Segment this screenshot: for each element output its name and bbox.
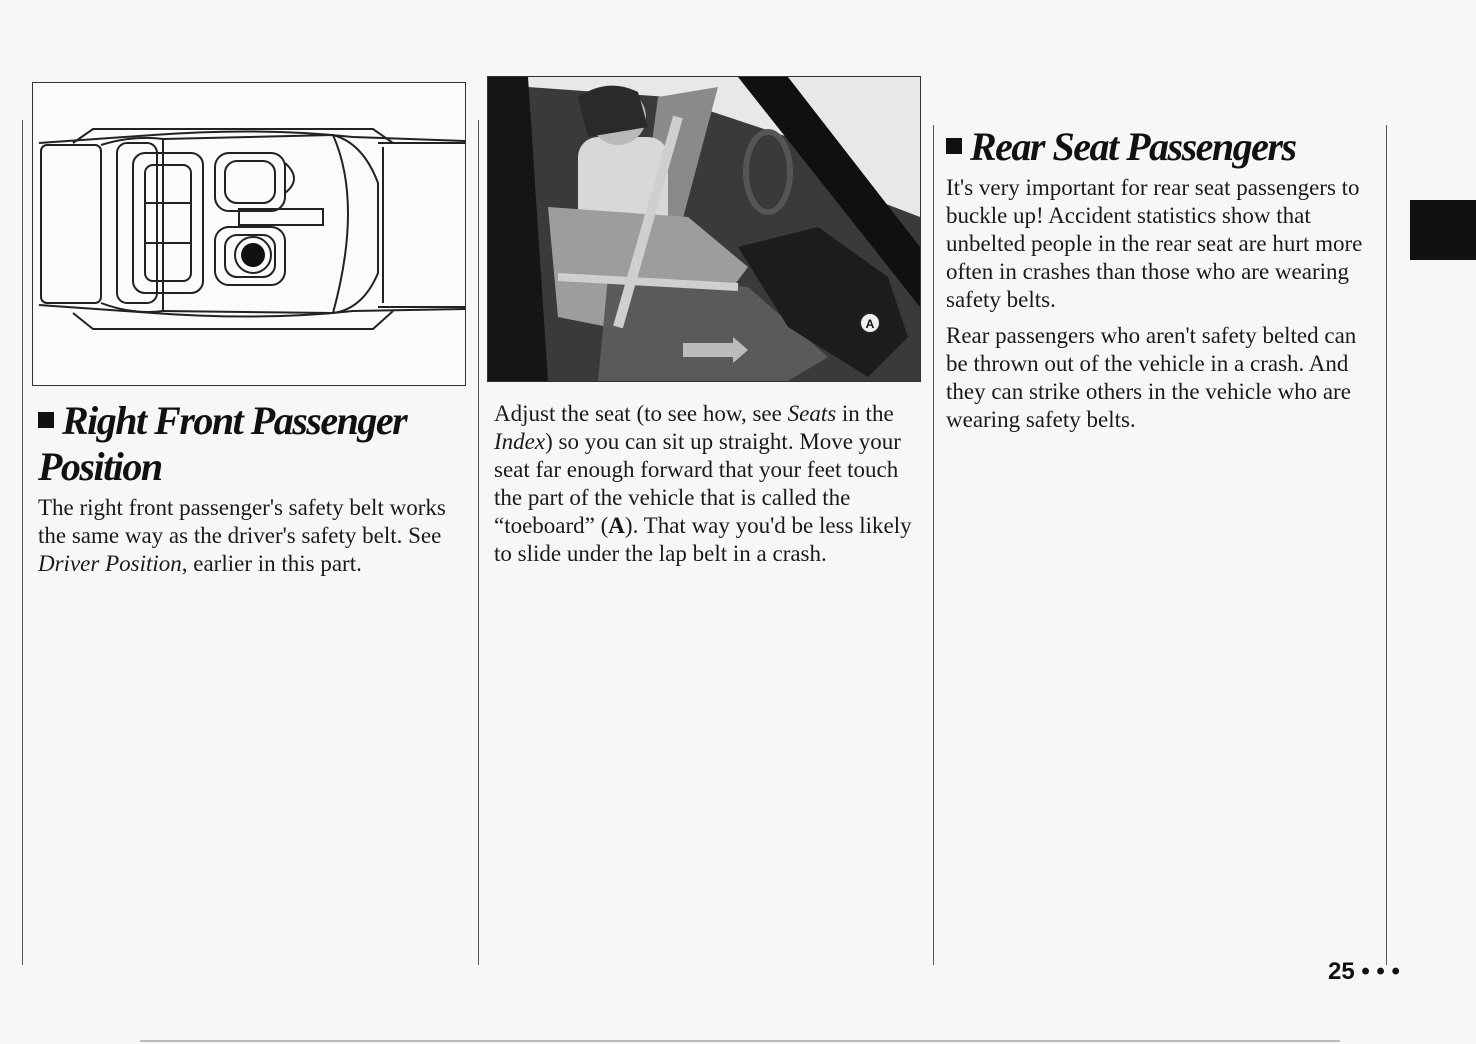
driver-position-reference: Driver Position	[38, 551, 182, 576]
car-top-view-figure	[32, 82, 466, 386]
toeboard-label: A	[608, 513, 625, 538]
rear-seat-paragraph-1: It's very important for rear seat passengers to buckle up! Accident statistics show that unbelted people in the rear seat are hurt more often in crashes than those who are wearing safety belts.	[946, 175, 1363, 312]
rear-seat-passengers-heading: Rear Seat Passengers	[946, 124, 1376, 170]
column-rule-2	[933, 125, 934, 965]
heading-bullet-icon	[38, 412, 54, 428]
column-rule-left	[22, 120, 23, 965]
index-reference: Index	[494, 429, 546, 454]
toeboard-marker-a: A	[865, 317, 875, 331]
column-rule-right	[1386, 125, 1387, 965]
seated-passenger-photo	[487, 76, 921, 382]
heading-bullet-icon	[946, 138, 962, 154]
right-front-passenger-heading: Right Front Passenger Position	[38, 398, 407, 489]
car-top-view-illustration	[33, 83, 465, 385]
seats-reference: Seats	[787, 401, 837, 426]
right-front-passenger-text	[38, 494, 463, 586]
seat-adjust-text	[494, 400, 922, 576]
rear-seat-paragraph-2: Rear passengers who aren't safety belted can be thrown out of the vehicle in a crash. And they can strike others in the vehicle who are wearing safety belts.	[946, 323, 1357, 432]
seated-passenger-illustration	[488, 77, 920, 381]
rear-seat-text	[946, 174, 1376, 442]
section-tab-marker	[1410, 200, 1476, 260]
right-front-paragraph: The right front passenger's safety belt works the same way as the driver's safety belt. See Driver Position, earlier in this part.	[38, 495, 446, 576]
seat-adjust-paragraph: Adjust the seat (to see how, see Seats in the Index) so you can sit up straight. Move your seat far enough forward that your feet touch the part of the vehicle that is called the “toeboard” (A). That way you'd be less likely to slide under the lap belt in a crash.	[494, 401, 912, 566]
page-number: 25 • • •	[1328, 958, 1400, 985]
bottom-edge-line	[140, 1040, 1340, 1042]
column-rule-1	[478, 120, 479, 965]
